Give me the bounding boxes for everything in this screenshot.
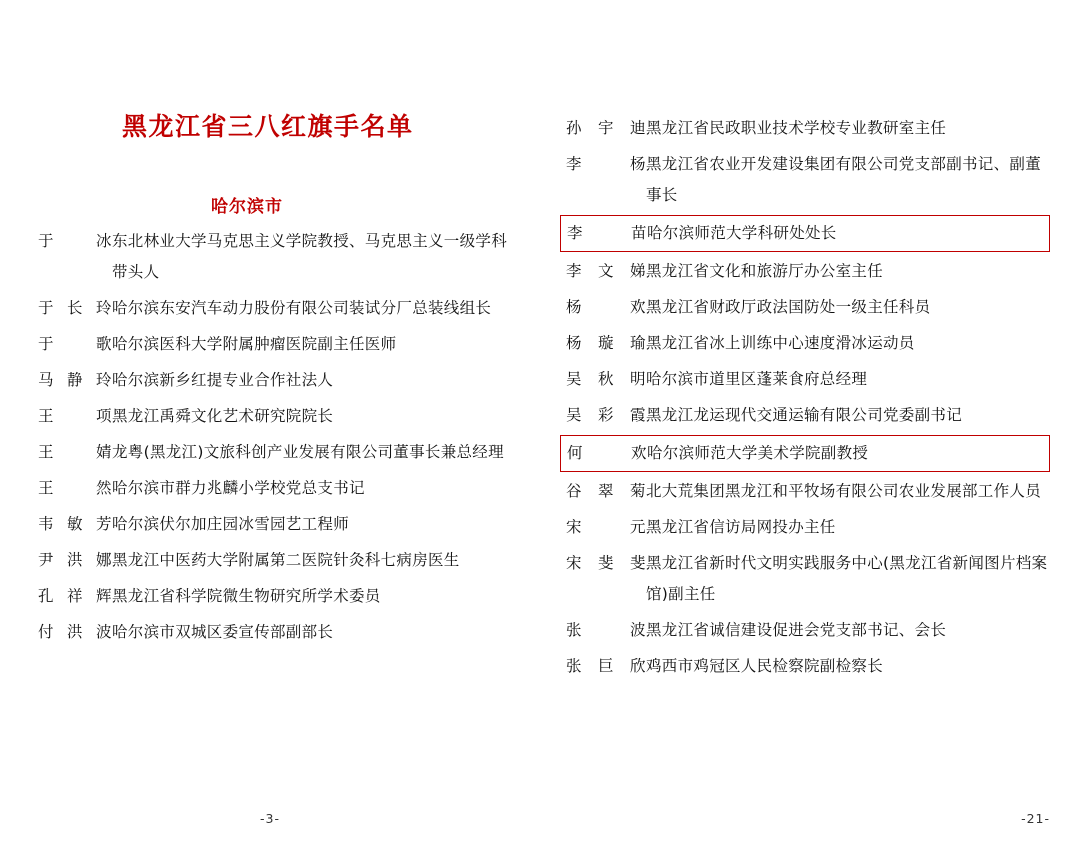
entry-name <box>562 615 646 646</box>
entry-name <box>38 437 112 468</box>
right-entry-list <box>560 0 1050 683</box>
section-heading: 哈尔滨市 <box>211 197 283 217</box>
list-item <box>560 112 1050 145</box>
left-page-number: -3- <box>260 811 280 826</box>
entry-description: 东北林业大学马克思主义学院教授、马克思主义一级学科带头人 <box>112 232 508 281</box>
entry-name <box>38 617 112 648</box>
entry-description: 黑龙江省新时代文明实践服务中心(黑龙江省新闻图片档案馆)副主任 <box>646 554 1048 603</box>
entry-description: 龙粤(黑龙江)文旅科创产业发展有限公司董事长兼总经理 <box>112 443 504 461</box>
entry-name <box>563 218 647 249</box>
entry-name <box>38 545 112 576</box>
entry-name-text: 李文娣 <box>566 262 646 280</box>
entry-description: 哈尔滨师范大学科研处处长 <box>647 224 837 242</box>
entry-name <box>562 512 646 543</box>
entry-description: 黑龙江禹舜文化艺术研究院院长 <box>112 407 334 425</box>
entry-description: 哈尔滨医科大学附属肿瘤医院副主任医师 <box>112 335 397 353</box>
list-item <box>36 400 512 433</box>
entry-name-text: 孔祥辉 <box>38 587 112 605</box>
page-title: 黑龙江省三八红旗手名单 <box>122 112 414 141</box>
entry-name-text: 杨 欢 <box>566 298 646 316</box>
entry-name-text: 于 歌 <box>38 335 112 353</box>
entry-name <box>38 509 112 540</box>
list-item <box>36 436 512 469</box>
entry-description: 哈尔滨市双城区委宣传部副部长 <box>112 623 334 641</box>
entry-name <box>563 438 647 469</box>
entry-name-text: 吴秋明 <box>566 370 646 388</box>
list-item <box>36 364 512 397</box>
entry-name-text: 王 项 <box>38 407 112 425</box>
entry-description: 哈尔滨市群力兆麟小学校党总支书记 <box>112 479 365 497</box>
entry-description: 黑龙江省科学院微生物研究所学术委员 <box>112 587 381 605</box>
entry-name-text: 王 然 <box>38 479 112 497</box>
entry-description: 黑龙江省冰上训练中心速度滑冰运动员 <box>646 334 915 352</box>
entry-name-text: 付洪波 <box>38 623 112 641</box>
list-item <box>36 472 512 505</box>
list-item <box>36 616 512 649</box>
entry-name <box>562 400 646 431</box>
entry-description: 哈尔滨东安汽车动力股份有限公司装试分厂总装线组长 <box>112 299 492 317</box>
entry-name-text: 张巨欣 <box>566 657 646 675</box>
list-item <box>36 580 512 613</box>
entry-name <box>562 548 646 579</box>
entry-description: 北大荒集团黑龙江和平牧场有限公司农业发展部工作人员 <box>646 482 1042 500</box>
list-item <box>560 650 1050 683</box>
entry-name-text: 于长玲 <box>38 299 112 317</box>
entry-description: 黑龙江省文化和旅游厅办公室主任 <box>646 262 884 280</box>
list-item <box>560 475 1050 508</box>
list-item <box>560 215 1050 252</box>
entry-name-text: 孙宇迪 <box>566 119 646 137</box>
entry-name <box>562 149 646 180</box>
entry-description: 哈尔滨市道里区蓬莱食府总经理 <box>646 370 868 388</box>
left-entry-list <box>36 225 512 649</box>
list-item <box>560 511 1050 544</box>
entry-name <box>38 226 112 257</box>
entry-name-text: 谷翠菊 <box>566 482 646 500</box>
entry-name-text: 马静玲 <box>38 371 112 389</box>
entry-description: 黑龙江省财政厅政法国防处一级主任科员 <box>646 298 931 316</box>
entry-name <box>38 401 112 432</box>
entry-name-text: 何 欢 <box>567 444 647 462</box>
entry-name <box>562 113 646 144</box>
entry-description: 黑龙江中医药大学附属第二医院针灸科七病房医生 <box>112 551 460 569</box>
list-item <box>560 327 1050 360</box>
list-item <box>36 225 512 289</box>
list-item <box>560 435 1050 472</box>
list-item <box>560 547 1050 611</box>
entry-name <box>562 364 646 395</box>
entry-name <box>562 292 646 323</box>
entry-description: 黑龙江省民政职业技术学校专业教研室主任 <box>646 119 947 137</box>
entry-name <box>38 329 112 360</box>
entry-name-text: 尹洪娜 <box>38 551 112 569</box>
entry-name-text: 宋 元 <box>566 518 646 536</box>
list-item <box>560 148 1050 212</box>
entry-description: 黑龙江省诚信建设促进会党支部书记、会长 <box>646 621 947 639</box>
list-item <box>560 255 1050 288</box>
entry-name-text: 李 杨 <box>566 155 646 173</box>
entry-name-text: 张 波 <box>566 621 646 639</box>
list-item <box>36 292 512 325</box>
entry-name <box>562 328 646 359</box>
right-page-number: -21- <box>1021 811 1050 826</box>
entry-name-text: 王 婧 <box>38 443 112 461</box>
entry-name <box>38 473 112 504</box>
entry-name-text: 李 苗 <box>567 224 647 242</box>
list-item <box>36 328 512 361</box>
list-item <box>36 508 512 541</box>
entry-name-text: 于 冰 <box>38 232 112 250</box>
list-item <box>560 399 1050 432</box>
right-page-column <box>540 0 1080 850</box>
entry-name <box>562 256 646 287</box>
entry-name <box>38 581 112 612</box>
entry-name <box>562 476 646 507</box>
entry-name <box>38 293 112 324</box>
list-item <box>560 363 1050 396</box>
entry-description: 鸡西市鸡冠区人民检察院副检察长 <box>646 657 884 675</box>
entry-name-text: 宋斐斐 <box>566 554 646 572</box>
entry-name <box>38 365 112 396</box>
list-item <box>560 291 1050 324</box>
entry-description: 哈尔滨伏尔加庄园冰雪园艺工程师 <box>112 515 350 533</box>
entry-name-text: 杨璇瑜 <box>566 334 646 352</box>
entry-description: 哈尔滨师范大学美术学院副教授 <box>647 444 869 462</box>
entry-description: 黑龙江省农业开发建设集团有限公司党支部副书记、副董事长 <box>646 155 1042 204</box>
entry-description: 黑龙江龙运现代交通运输有限公司党委副书记 <box>646 406 963 424</box>
entry-description: 哈尔滨新乡红提专业合作社法人 <box>112 371 334 389</box>
list-item <box>36 544 512 577</box>
entry-description: 黑龙江省信访局网投办主任 <box>646 518 836 536</box>
entry-name-text: 吴彩霞 <box>566 406 646 424</box>
entry-name-text: 韦敏芳 <box>38 515 112 533</box>
entry-name <box>562 651 646 682</box>
list-item <box>560 614 1050 647</box>
